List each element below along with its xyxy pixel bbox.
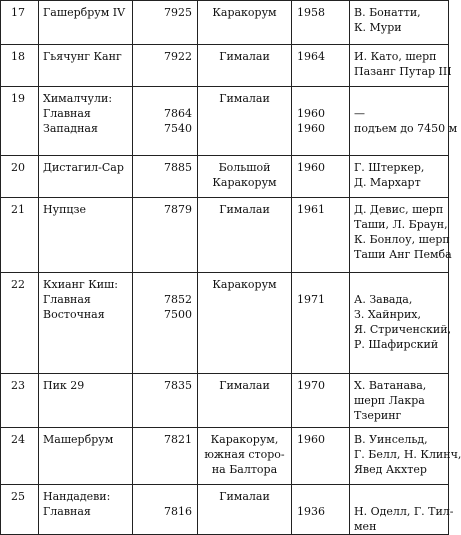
mountain-range-cell [198, 198, 292, 273]
mountain-range-line: Каракорум, [210, 433, 279, 446]
table-row [1, 1, 449, 45]
ascent-year-line: 1960 [297, 122, 325, 135]
peak-altitude-line [137, 489, 192, 504]
mountain-range-cell [198, 87, 292, 156]
ascent-year-line: 1971 [297, 293, 325, 306]
ascent-team-cell [350, 273, 452, 374]
ascent-year-cell [292, 156, 350, 198]
ascent-team-line: Пазанг Путар III [354, 65, 452, 78]
ascent-year-cell [292, 87, 350, 156]
peak-altitude-cell [133, 156, 198, 198]
mountain-range-line: на Балтора [211, 463, 278, 476]
ascent-team-cell [350, 156, 449, 198]
ascent-team-cell [350, 428, 461, 485]
peak-altitude-cell [133, 87, 198, 156]
peak-altitude-line: 7864 [164, 107, 192, 120]
peak-name-line: Главная [43, 107, 91, 120]
peak-altitude-cell [133, 374, 198, 428]
mountain-range-line: Каракорум [212, 176, 277, 189]
ascent-team-line: Х. Ватанава, [354, 379, 427, 392]
ascent-team-line: К. Мури [354, 21, 402, 34]
ascent-year-cell [292, 428, 350, 485]
peak-name-cell [39, 198, 133, 273]
peak-name-cell [39, 87, 133, 156]
ascent-year-line [296, 277, 325, 292]
table-row [1, 273, 449, 374]
ascent-team-cell [350, 1, 449, 45]
mountain-range-line: Каракорум [212, 278, 277, 291]
ascent-team-line: Г. Белл, Н. Клинч, [354, 448, 461, 461]
peak-name-cell [39, 273, 133, 374]
ascent-team-cell [350, 87, 458, 156]
ascent-year-cell [292, 485, 350, 535]
mountain-range-line: Гималаи [219, 203, 270, 216]
ascent-team-line: мен [354, 520, 377, 533]
peak-name-line: Гьячунг Канг [43, 50, 122, 63]
ascent-year-line: 1958 [297, 6, 325, 19]
peak-name-line: Пик 29 [43, 379, 85, 392]
ascent-year-cell [292, 374, 350, 428]
ascent-team-line: Г. Штеркер, [354, 161, 425, 174]
peak-altitude-line: 7816 [164, 505, 192, 518]
ascent-team-line: З. Хайнрих, [354, 308, 421, 321]
peak-altitude-line: 7852 [164, 293, 192, 306]
peak-altitude-cell [133, 273, 198, 374]
row-number-cell [1, 273, 39, 374]
ascent-team-cell [350, 45, 452, 87]
mountain-range-cell [198, 1, 292, 45]
row-number-cell [1, 156, 39, 198]
table-row [1, 428, 449, 485]
ascent-year-cell [292, 45, 350, 87]
mountain-range-cell [198, 485, 292, 535]
row-number: 17 [11, 6, 25, 19]
peak-name-cell [39, 374, 133, 428]
row-number-cell [1, 1, 39, 45]
ascent-year-line: 1936 [297, 505, 325, 518]
mountain-range-line: южная сторо- [204, 448, 285, 461]
table-row [1, 156, 449, 198]
ascent-team-cell [350, 198, 452, 273]
mountain-range-line: Гималаи [219, 379, 270, 392]
row-number: 21 [11, 203, 25, 216]
peak-name-line: Кхианг Киш: [43, 278, 118, 291]
row-number-cell [1, 485, 39, 535]
ascent-year-line: 1961 [297, 203, 325, 216]
ascent-year-cell [292, 1, 350, 45]
row-number: 22 [11, 278, 25, 291]
ascent-team-line: В. Бонатти, [354, 6, 421, 19]
ascent-team-line: Явед Акхтер [354, 463, 427, 476]
ascent-year-line: 1960 [297, 107, 325, 120]
row-number-cell [1, 428, 39, 485]
mountain-range-line: Гималаи [219, 92, 270, 105]
ascent-year-line: 1960 [297, 433, 325, 446]
ascent-year-line: 1970 [297, 379, 325, 392]
row-number: 18 [11, 50, 25, 63]
ascent-team-line: В. Уинсельд, [354, 433, 428, 446]
peak-altitude-cell [133, 45, 198, 87]
row-number-cell [1, 87, 39, 156]
row-number: 20 [11, 161, 25, 174]
peak-name-line: Нупцзе [43, 203, 86, 216]
ascent-team-line: шерп Лакра [354, 394, 425, 407]
ascent-team-line: К. Бонлоу, шерп [354, 233, 450, 246]
peak-altitude-line [137, 91, 192, 106]
ascent-team-line: Р. Шафирский [354, 338, 439, 351]
peak-name-cell [39, 485, 133, 535]
peak-name-cell [39, 428, 133, 485]
ascent-team-line: Тзеринг [354, 409, 402, 422]
peak-altitude-line [137, 277, 192, 292]
row-number: 25 [11, 490, 25, 503]
table-row [1, 198, 449, 273]
peak-altitude-line: 7922 [164, 50, 192, 63]
mountain-range-line: Каракорум [212, 6, 277, 19]
ascent-year-line [296, 91, 325, 106]
ascent-team-line: Д. Девис, шерп [354, 203, 444, 216]
peak-altitude-line: 7835 [164, 379, 192, 392]
mountain-range-cell [198, 374, 292, 428]
ascent-team-line: Д. Мархарт [354, 176, 421, 189]
peak-name-line: Дистагил-Сар [43, 161, 124, 174]
peak-name-line: Восточная [43, 308, 105, 321]
table-row [1, 45, 449, 87]
ascent-team-cell [350, 374, 449, 428]
row-number-cell [1, 198, 39, 273]
peak-altitude-line: 7821 [164, 433, 192, 446]
ascent-team-line: Таши Анг Пемба [354, 248, 452, 261]
peak-name-line: Хималчули: [43, 92, 113, 105]
peak-altitude-cell [133, 428, 198, 485]
mountain-range-line: Большой [218, 161, 271, 174]
ascent-team-line: подъем до 7450 м [354, 122, 458, 135]
peak-altitude-line: 7879 [164, 203, 192, 216]
peak-name-line: Главная [43, 293, 91, 306]
row-number-cell [1, 45, 39, 87]
row-number: 19 [11, 92, 25, 105]
ascent-team-line: Я. Стриченский, [354, 323, 452, 336]
ascent-year-line: 1964 [297, 50, 325, 63]
row-number: 23 [11, 379, 25, 392]
peak-name-line: Нандадеви: [43, 490, 111, 503]
peak-altitude-line: 7925 [164, 6, 192, 19]
ascent-year-cell [292, 198, 350, 273]
ascent-team-line: — [354, 107, 365, 120]
peak-altitude-cell [133, 485, 198, 535]
mountain-range-cell [198, 428, 292, 485]
ascent-team-line: Н. Оделл, Г. Тил- [354, 505, 454, 518]
ascent-year-line [296, 489, 325, 504]
peak-altitude-line: 7500 [164, 308, 192, 321]
ascent-team-line [354, 277, 444, 292]
peak-name-line: Главная [43, 505, 91, 518]
peak-altitude-line: 7540 [164, 122, 192, 135]
mountain-range-line: Гималаи [219, 490, 270, 503]
row-number: 24 [11, 433, 25, 446]
ascent-team-line: И. Като, шерп [354, 50, 437, 63]
peak-name-line: Западная [43, 122, 98, 135]
peak-altitude-line: 7885 [164, 161, 192, 174]
ascent-team-cell [350, 485, 454, 535]
ascent-year-line: 1960 [297, 161, 325, 174]
ascent-team-line: Таши, Л. Браун, [354, 218, 448, 231]
row-number-cell [1, 374, 39, 428]
peak-name-cell [39, 45, 133, 87]
peak-name-cell [39, 156, 133, 198]
ascent-team-line: А. Завада, [354, 293, 413, 306]
table-row [1, 87, 449, 156]
ascent-team-line [354, 91, 444, 106]
mountain-range-cell [198, 156, 292, 198]
mountain-range-line: Гималаи [219, 50, 270, 63]
table-row [1, 374, 449, 428]
ascent-year-cell [292, 273, 350, 374]
ascent-team-line [354, 489, 444, 504]
peak-altitude-cell [133, 198, 198, 273]
peak-altitude-cell [133, 1, 198, 45]
peak-name-line: Машербрум [43, 433, 114, 446]
mountain-range-cell [198, 45, 292, 87]
peak-name-line: Гашербрум IV [43, 6, 126, 19]
peak-name-cell [39, 1, 133, 45]
table-row [1, 485, 449, 535]
mountain-range-cell [198, 273, 292, 374]
